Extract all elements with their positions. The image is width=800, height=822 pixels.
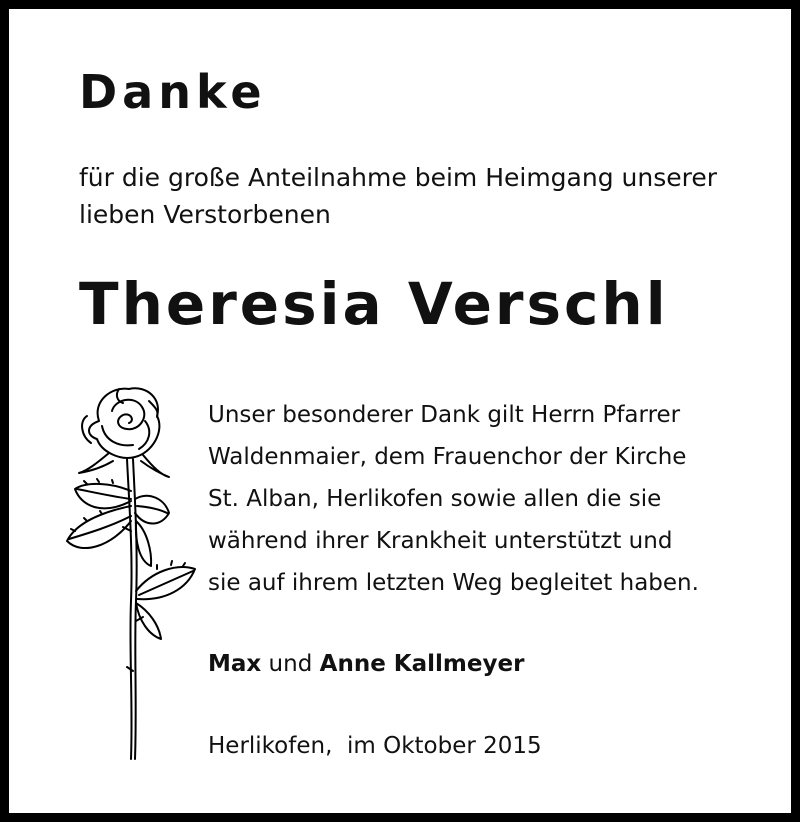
message-text [208,394,699,604]
message-line: Unser besonderer Dank gilt Herrn Pfarrer [208,402,681,428]
signers [208,643,524,685]
message-line: sie auf ihrem letzten Weg begleitet haben. [208,570,699,596]
signer-first: Max [208,651,262,677]
notice-title: Danke [79,65,267,119]
intro-line: lieben Verstorbenen [79,200,331,229]
message-line: während ihrer Krankheit unterstützt und [208,528,673,554]
message-line: St. Alban, Herlikofen sowie allen die sie [208,486,662,512]
signer-second: Anne Kallmeyer [319,651,525,677]
rose-icon [57,381,202,766]
place-date: Herlikofen, im Oktober 2015 [208,733,542,759]
intro-line: für die große Anteilnahme beim Heimgang unserer [79,163,718,192]
intro-text [79,159,717,233]
message-line: Waldenmaier, dem Frauenchor der Kirche [208,444,687,470]
deceased-name: Theresia Verschl [79,270,669,338]
signer-conjunction: und [261,651,320,677]
